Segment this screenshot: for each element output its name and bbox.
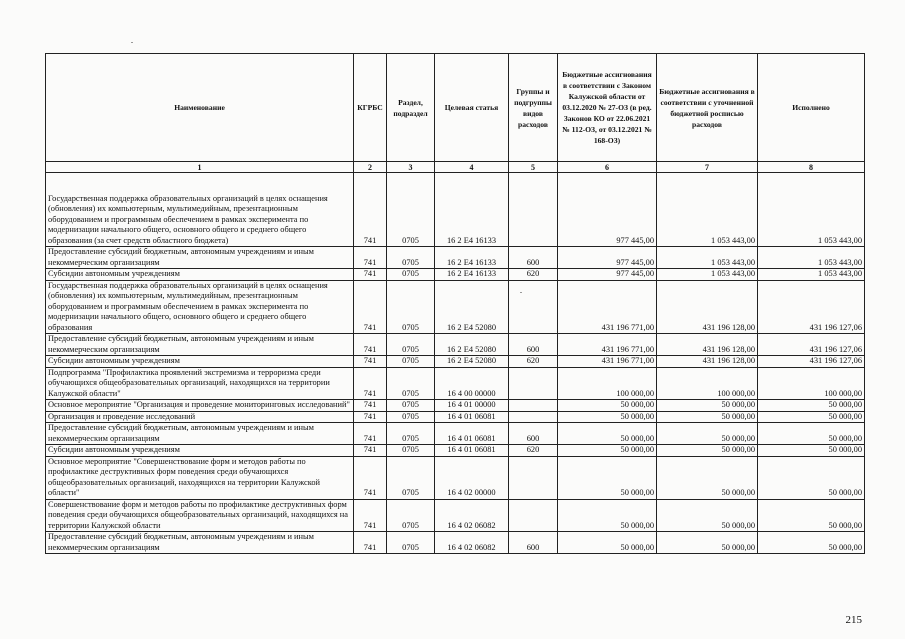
row-executed-amount: 431 196 127,06 bbox=[758, 334, 865, 356]
row-plan-amount: 1 053 443,00 bbox=[657, 269, 758, 281]
table-row bbox=[46, 411, 865, 423]
row-kgrbs: 741 bbox=[354, 456, 387, 499]
row-expense-group: 620 bbox=[509, 445, 558, 457]
row-plan-amount: 431 196 128,00 bbox=[657, 334, 758, 356]
row-kgrbs: 741 bbox=[354, 173, 387, 247]
table-row bbox=[46, 269, 865, 281]
header-kgrbs: КГРБС bbox=[354, 54, 387, 162]
row-target-article: 16 2 E4 52080 bbox=[435, 334, 509, 356]
column-number-row bbox=[46, 162, 865, 173]
row-law-amount: 431 196 771,00 bbox=[558, 280, 657, 334]
row-razdel: 0705 bbox=[387, 334, 435, 356]
row-law-amount: 50 000,00 bbox=[558, 411, 657, 423]
row-law-amount: 977 445,00 bbox=[558, 173, 657, 247]
row-expense-group bbox=[509, 499, 558, 532]
row-razdel: 0705 bbox=[387, 173, 435, 247]
table-row bbox=[46, 173, 865, 247]
row-target-article: 16 2 E4 52080 bbox=[435, 356, 509, 368]
row-expense-group bbox=[509, 173, 558, 247]
row-executed-amount: 50 000,00 bbox=[758, 423, 865, 445]
row-plan-amount: 50 000,00 bbox=[657, 423, 758, 445]
table-row bbox=[46, 423, 865, 445]
header-razdel: Раздел, подраздел bbox=[387, 54, 435, 162]
row-expense-group: 600 bbox=[509, 334, 558, 356]
row-name: Предоставление субсидий бюджетным, автономным учреждениям и иным некоммерческим организациям bbox=[46, 334, 354, 356]
row-kgrbs: 741 bbox=[354, 532, 387, 554]
table-row bbox=[46, 456, 865, 499]
column-number: 1 bbox=[46, 162, 354, 173]
row-kgrbs: 741 bbox=[354, 400, 387, 412]
row-target-article: 16 2 E4 16133 bbox=[435, 247, 509, 269]
column-number: 2 bbox=[354, 162, 387, 173]
row-target-article: 16 2 E4 16133 bbox=[435, 173, 509, 247]
row-kgrbs: 741 bbox=[354, 356, 387, 368]
row-razdel: 0705 bbox=[387, 400, 435, 412]
row-target-article: 16 2 E4 16133 bbox=[435, 269, 509, 281]
row-kgrbs: 741 bbox=[354, 367, 387, 400]
row-target-article: 16 4 00 00000 bbox=[435, 367, 509, 400]
row-executed-amount: 1 053 443,00 bbox=[758, 269, 865, 281]
table-row bbox=[46, 334, 865, 356]
row-law-amount: 50 000,00 bbox=[558, 445, 657, 457]
row-plan-amount: 50 000,00 bbox=[657, 400, 758, 412]
row-kgrbs: 741 bbox=[354, 269, 387, 281]
table-row bbox=[46, 532, 865, 554]
row-executed-amount: 1 053 443,00 bbox=[758, 173, 865, 247]
row-law-amount: 50 000,00 bbox=[558, 456, 657, 499]
row-law-amount: 100 000,00 bbox=[558, 367, 657, 400]
row-executed-amount: 50 000,00 bbox=[758, 411, 865, 423]
row-law-amount: 50 000,00 bbox=[558, 499, 657, 532]
row-target-article: 16 2 E4 52080 bbox=[435, 280, 509, 334]
table-row bbox=[46, 356, 865, 368]
row-plan-amount: 50 000,00 bbox=[657, 499, 758, 532]
row-expense-group bbox=[509, 367, 558, 400]
row-target-article: 16 4 02 00000 bbox=[435, 456, 509, 499]
row-kgrbs: 741 bbox=[354, 334, 387, 356]
row-name: Предоставление субсидий бюджетным, автономным учреждениям и иным некоммерческим организациям bbox=[46, 247, 354, 269]
row-name: Совершенствование форм и методов работы по профилактике деструктивных форм поведения среди обучающихся общеобразовательных организаций, находящихся на территории Калужской области bbox=[46, 499, 354, 532]
row-law-amount: 977 445,00 bbox=[558, 269, 657, 281]
column-number: 8 bbox=[758, 162, 865, 173]
table-row bbox=[46, 400, 865, 412]
row-expense-group bbox=[509, 400, 558, 412]
row-law-amount: 977 445,00 bbox=[558, 247, 657, 269]
row-executed-amount: 1 053 443,00 bbox=[758, 247, 865, 269]
row-executed-amount: 50 000,00 bbox=[758, 456, 865, 499]
row-executed-amount: 50 000,00 bbox=[758, 532, 865, 554]
column-number: 6 bbox=[558, 162, 657, 173]
row-razdel: 0705 bbox=[387, 367, 435, 400]
column-number: 5 bbox=[509, 162, 558, 173]
row-plan-amount: 50 000,00 bbox=[657, 456, 758, 499]
row-target-article: 16 4 01 06081 bbox=[435, 423, 509, 445]
row-kgrbs: 741 bbox=[354, 499, 387, 532]
row-expense-group bbox=[509, 280, 558, 334]
row-expense-group bbox=[509, 456, 558, 499]
row-target-article: 16 4 02 06082 bbox=[435, 499, 509, 532]
row-expense-group: 620 bbox=[509, 356, 558, 368]
row-razdel: 0705 bbox=[387, 280, 435, 334]
row-plan-amount: 50 000,00 bbox=[657, 532, 758, 554]
header-executed: Исполнено bbox=[758, 54, 865, 162]
row-razdel: 0705 bbox=[387, 532, 435, 554]
row-name: Основное мероприятие "Совершенствование форм и методов работы по профилактике деструктивных форм поведения среди обучающихся общеобразовательных организаций, находящихся на территории Калужской области" bbox=[46, 456, 354, 499]
row-name: Государственная поддержка образовательных организаций в целях оснащения (обновления) их компьютерным, мультимедийным, презентационным оборудованием и программным обеспечением в рамках эксперимента по модернизации начального общего, основного общего и среднего общего образования bbox=[46, 280, 354, 334]
row-kgrbs: 741 bbox=[354, 247, 387, 269]
row-plan-amount: 50 000,00 bbox=[657, 445, 758, 457]
row-name: Субсидии автономным учреждениям bbox=[46, 356, 354, 368]
row-name: Предоставление субсидий бюджетным, автономным учреждениям и иным некоммерческим организациям bbox=[46, 423, 354, 445]
row-razdel: 0705 bbox=[387, 445, 435, 457]
row-plan-amount: 431 196 128,00 bbox=[657, 280, 758, 334]
row-razdel: 0705 bbox=[387, 423, 435, 445]
row-target-article: 16 4 02 06082 bbox=[435, 532, 509, 554]
table-row bbox=[46, 445, 865, 457]
row-razdel: 0705 bbox=[387, 269, 435, 281]
row-name: Основное мероприятие "Организация и проведение мониторинговых исследований" bbox=[46, 400, 354, 412]
row-razdel: 0705 bbox=[387, 356, 435, 368]
row-kgrbs: 741 bbox=[354, 411, 387, 423]
row-law-amount: 50 000,00 bbox=[558, 423, 657, 445]
column-number: 3 bbox=[387, 162, 435, 173]
row-name: Государственная поддержка образовательных организаций в целях оснащения (обновления) их компьютерным, мультимедийным, презентационным оборудованием и программным обеспечением в рамках эксперимента по модернизации начального общего, основного общего и среднего общего образования (за счет средств областного бюджета) bbox=[46, 173, 354, 247]
row-razdel: 0705 bbox=[387, 247, 435, 269]
budget-table bbox=[45, 53, 865, 554]
row-executed-amount: 50 000,00 bbox=[758, 445, 865, 457]
row-plan-amount: 100 000,00 bbox=[657, 367, 758, 400]
row-expense-group: 600 bbox=[509, 532, 558, 554]
scan-speck bbox=[520, 292, 522, 293]
header-row bbox=[46, 54, 865, 162]
page-number: 215 bbox=[845, 614, 862, 626]
row-kgrbs: 741 bbox=[354, 423, 387, 445]
row-name: Организация и проведение исследований bbox=[46, 411, 354, 423]
row-executed-amount: 50 000,00 bbox=[758, 499, 865, 532]
row-razdel: 0705 bbox=[387, 411, 435, 423]
row-plan-amount: 50 000,00 bbox=[657, 411, 758, 423]
table-row bbox=[46, 247, 865, 269]
row-razdel: 0705 bbox=[387, 456, 435, 499]
row-name: Субсидии автономным учреждениям bbox=[46, 269, 354, 281]
column-number: 4 bbox=[435, 162, 509, 173]
row-law-amount: 431 196 771,00 bbox=[558, 334, 657, 356]
table-row bbox=[46, 499, 865, 532]
row-executed-amount: 100 000,00 bbox=[758, 367, 865, 400]
row-kgrbs: 741 bbox=[354, 445, 387, 457]
row-name: Подпрограмма "Профилактика проявлений экстремизма и терроризма среди обучающихся общеобразовательных организаций, находящихся на территории Калужской области" bbox=[46, 367, 354, 400]
table-row bbox=[46, 280, 865, 334]
row-target-article: 16 4 01 06081 bbox=[435, 411, 509, 423]
row-expense-group: 600 bbox=[509, 247, 558, 269]
row-expense-group: 600 bbox=[509, 423, 558, 445]
row-razdel: 0705 bbox=[387, 499, 435, 532]
row-target-article: 16 4 01 06081 bbox=[435, 445, 509, 457]
row-executed-amount: 431 196 127,06 bbox=[758, 280, 865, 334]
column-number: 7 bbox=[657, 162, 758, 173]
row-expense-group bbox=[509, 411, 558, 423]
row-name: Субсидии автономным учреждениям bbox=[46, 445, 354, 457]
header-target-article: Целевая статья bbox=[435, 54, 509, 162]
header-name: Наименование bbox=[46, 54, 354, 162]
row-law-amount: 50 000,00 bbox=[558, 532, 657, 554]
row-executed-amount: 50 000,00 bbox=[758, 400, 865, 412]
row-plan-amount: 431 196 128,00 bbox=[657, 356, 758, 368]
row-plan-amount: 1 053 443,00 bbox=[657, 247, 758, 269]
row-name: Предоставление субсидий бюджетным, автономным учреждениям и иным некоммерческим организациям bbox=[46, 532, 354, 554]
row-law-amount: 50 000,00 bbox=[558, 400, 657, 412]
header-expense-groups: Группы и подгруппы видов расходов bbox=[509, 54, 558, 162]
table-row bbox=[46, 367, 865, 400]
row-kgrbs: 741 bbox=[354, 280, 387, 334]
row-expense-group: 620 bbox=[509, 269, 558, 281]
row-plan-amount: 1 053 443,00 bbox=[657, 173, 758, 247]
header-plan-allocations: Бюджетные ассигнования в соответствии с уточненной бюджетной росписью расходов bbox=[657, 54, 758, 162]
row-executed-amount: 431 196 127,06 bbox=[758, 356, 865, 368]
scan-speck bbox=[131, 42, 133, 43]
row-target-article: 16 4 01 00000 bbox=[435, 400, 509, 412]
row-law-amount: 431 196 771,00 bbox=[558, 356, 657, 368]
header-law-allocations: Бюджетные ассигнования в соответствии с Законом Калужской области от 03.12.2020 № 27-ОЗ (в ред. Законов КО от 22.06.2021 № 112-ОЗ, от 03.12.2021 № 168-ОЗ) bbox=[558, 54, 657, 162]
